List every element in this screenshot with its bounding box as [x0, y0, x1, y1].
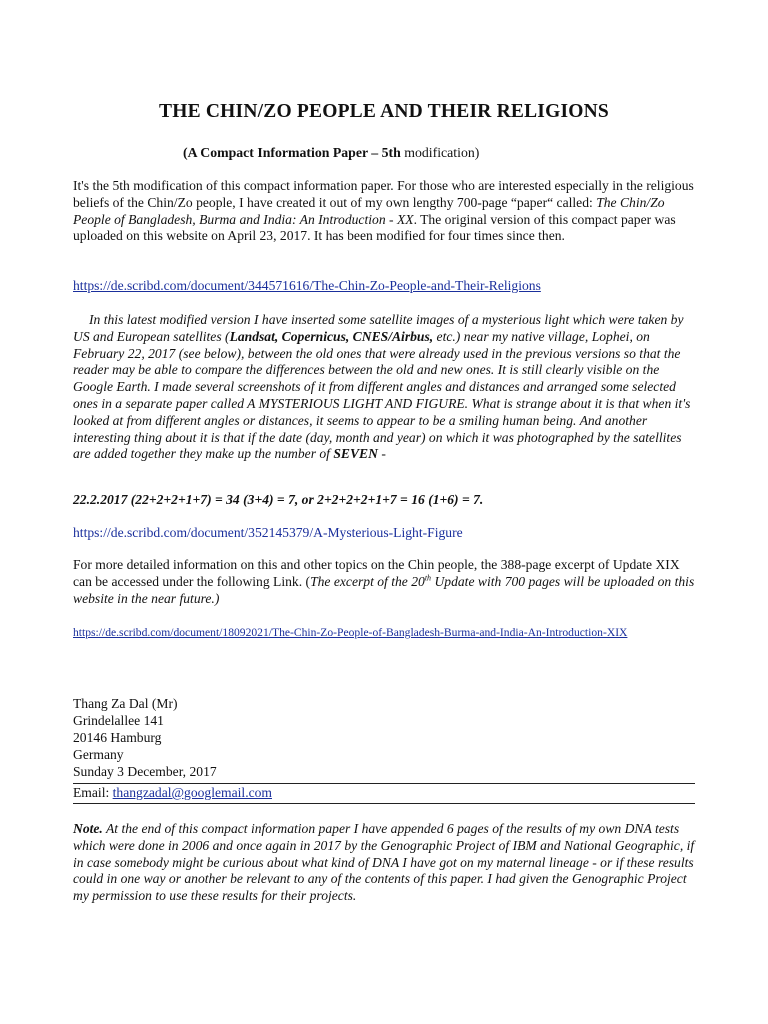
- more-text-b: The excerpt of the 20: [310, 573, 425, 589]
- subtitle: [183, 145, 479, 161]
- page-title: THE CHIN/ZO PEOPLE AND THEIR RELIGIONS: [159, 101, 609, 122]
- more-text-a: For more detailed information on this and other topics on the Chin people, the 388-page excerpt of Update XIX can be accessed under the following Link. (: [73, 557, 680, 589]
- satellite-text-a: In this latest modified version I have inserted some satellite images of a mysterious light which were taken by US and European satellites (: [73, 312, 684, 344]
- email-line: [73, 785, 272, 802]
- intro-text-1: It's the 5th modification of this compact information paper. For those who are interested especially in the religious beliefs of the Chin/Zo people, I have created it out of my own lengthy 700-page “paper“ called:: [73, 178, 694, 210]
- more-info-paragraph: [73, 557, 695, 607]
- email-top-rule: [73, 783, 695, 784]
- satellite-text-e: -: [377, 446, 386, 462]
- note-paragraph: [73, 821, 695, 905]
- street-address: Grindelallee 141: [73, 712, 164, 728]
- intro-text-2: . The original version of this compact paper was uploaded on this website on April 23, 2017. It has been modified for four times since then.: [73, 211, 676, 244]
- subtitle-bold: (A Compact Information Paper – 5th: [183, 145, 401, 160]
- intro-paragraph: [73, 178, 695, 245]
- date-equation: 22.2.2017 (22+2+2+1+7) = 34 (3+4) = 7, or 2+2+2+2+1+7 = 16 (1+6) = 7.: [73, 492, 484, 507]
- seven-word: SEVEN: [333, 446, 378, 462]
- note-label: Note.: [73, 821, 103, 836]
- satellite-names: Landsat, Copernicus, CNES/Airbus,: [229, 328, 434, 344]
- satellite-text-c: etc.) near my native village, Lophei, on February 22, 2017 (see below), between the old ones that were already used in the previous versions so that the reader may be able to compare the differences between the old and new ones. It is still clearly visible on the Google Earth. I made several screenshots of it from different angles and distances and arranged some selected ones in a separate paper called A MYSTERIOUS LIGHT AND FIGURE. What is strange about it is that when it's looked at from different angles or distances, it seems to appear to be a smiling human being. And another interesting thing about it is that if the date (day, month and year) on which it was photographed by the satellites are added together they make up the number of: [73, 328, 691, 462]
- book-title: The Chin/Zo People of Bangladesh, Burma and India: An Introduction - XX: [73, 194, 665, 227]
- postal-city: 20146 Hamburg: [73, 729, 162, 745]
- update-xix-link[interactable]: https://de.scribd.com/document/18092021/The-Chin-Zo-People-of-Bangladesh-Burma-and-India-An-Introduction-XIX: [73, 626, 628, 639]
- email-label: Email:: [73, 785, 113, 800]
- subtitle-rest: modification): [400, 145, 480, 160]
- religions-paper-link[interactable]: https://de.scribd.com/document/344571616/The-Chin-Zo-People-and-Their-Religions: [73, 278, 541, 293]
- document-date: Sunday 3 December, 2017: [73, 763, 217, 779]
- country: Germany: [73, 746, 124, 762]
- mysterious-light-link[interactable]: https://de.scribd.com/document/352145379/A-Mysterious-Light-Figure: [73, 525, 463, 540]
- satellite-paragraph: [73, 312, 695, 463]
- address-block: [73, 696, 217, 781]
- more-text-c: Update with 700 pages will be uploaded on this website in the near future.): [73, 573, 695, 606]
- author-name: Thang Za Dal (Mr): [73, 696, 178, 711]
- note-text: At the end of this compact information paper I have appended 6 pages of the results of my own DNA tests which were done in 2006 and once again in 2017 by the Genographic Project of IBM and National Geographic, if in case somebody might be curious about what kind of DNA I have got on my maternal lineage - or if these results could in one way or another be relevant to any of the contents of this paper. I had given the Genographic Project my permission to use these results for their projects.: [73, 821, 695, 904]
- link-row-3: [73, 624, 713, 642]
- email-link[interactable]: thangzadal@googlemail.com: [112, 785, 272, 800]
- link-row-2: [73, 525, 695, 542]
- email-bottom-rule: [73, 803, 695, 804]
- ordinal-suffix: th: [424, 573, 432, 583]
- link-row-1: [73, 278, 695, 295]
